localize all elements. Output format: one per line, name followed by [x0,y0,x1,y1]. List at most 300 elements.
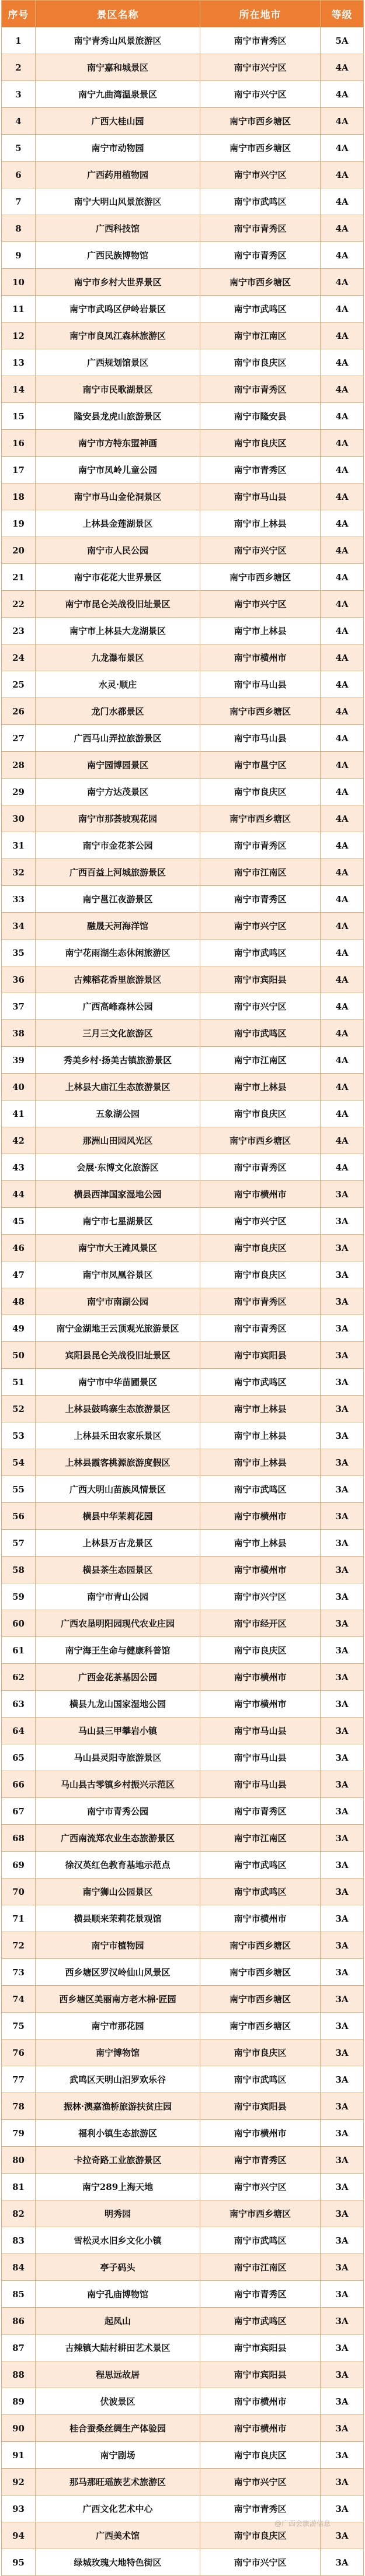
grade-badge: 5A [321,27,364,54]
grade-badge: 3A [321,2013,364,2039]
table-row [2,832,364,859]
scenic-area-name: 明秀园 [36,2200,200,2227]
table-row [2,349,364,376]
city-district: 南宁市兴宁区 [200,913,321,940]
row-index: 95 [2,2549,36,2576]
grade-badge: 4A [321,993,364,1020]
table-row [2,1905,364,1932]
table-header-row [2,1,364,27]
row-index: 37 [2,993,36,1020]
grade-badge: 4A [321,430,364,457]
city-district: 南宁市青秀区 [200,27,321,54]
grade-badge: 4A [321,108,364,135]
scenic-area-name: 南宁市凤岭儿童公园 [36,457,200,483]
row-index: 27 [2,725,36,752]
city-district: 南宁市青秀区 [200,1288,321,1315]
header-location: 所在地市 [200,1,321,27]
row-index: 30 [2,805,36,832]
city-district: 南宁市横州市 [200,1181,321,1208]
table-row [2,54,364,81]
table-row [2,966,364,993]
row-index: 24 [2,644,36,671]
city-district: 南宁市隆安县 [200,403,321,430]
scenic-area-name: 五象湖公园 [36,1101,200,1127]
table-row [2,1208,364,1235]
scenic-area-name: 广西金花茶基因公园 [36,1664,200,1691]
table-row [2,1852,364,1878]
table-row [2,2442,364,2469]
table-row [2,135,364,162]
scenic-area-name: 广西百益上河城旅游景区 [36,859,200,886]
table-row [2,510,364,537]
grade-badge: 4A [321,940,364,966]
scenic-area-name: 南宁市中华苗圃景区 [36,1369,200,1396]
city-district: 南宁市横州市 [200,1905,321,1932]
grade-badge: 3A [321,2200,364,2227]
city-district: 南宁市青秀区 [200,1798,321,1825]
table-row [2,215,364,242]
city-district: 南宁市上林县 [200,618,321,644]
scenic-area-name: 广西文化艺术中心 [36,2496,200,2522]
grade-badge: 3A [321,1261,364,1288]
city-district: 南宁市兴宁区 [200,54,321,81]
row-index: 62 [2,1664,36,1691]
grade-badge: 3A [321,1637,364,1664]
table-row [2,1878,364,1905]
table-row [2,1315,364,1342]
city-district: 南宁市宾阳县 [200,2361,321,2388]
row-index: 49 [2,1315,36,1342]
grade-badge: 4A [321,162,364,188]
row-index: 11 [2,296,36,323]
grade-badge: 4A [321,403,364,430]
scenic-area-name: 福利小镇生态旅游区 [36,2120,200,2147]
row-index: 31 [2,832,36,859]
row-index: 4 [2,108,36,135]
table-row [2,108,364,135]
row-index: 76 [2,2039,36,2066]
grade-badge: 3A [321,1315,364,1342]
city-district: 南宁市青秀区 [200,2147,321,2174]
scenic-area-name: 亭子码头 [36,2254,200,2281]
grade-badge: 3A [321,1718,364,1744]
grade-badge: 4A [321,510,364,537]
table-row [2,2388,364,2415]
table-row [2,2093,364,2120]
city-district: 南宁市兴宁区 [200,2469,321,2496]
grade-badge: 3A [321,1986,364,2013]
row-index: 60 [2,1610,36,1637]
grade-badge: 4A [321,81,364,108]
scenic-area-name: 那马那旺瑶族艺术旅游区 [36,2469,200,2496]
scenic-area-name: 程思远故居 [36,2361,200,2388]
row-index: 92 [2,2469,36,2496]
scenic-area-name: 南宁邕江夜游景区 [36,886,200,913]
row-index: 41 [2,1101,36,1127]
grade-badge: 3A [321,1422,364,1449]
row-index: 44 [2,1181,36,1208]
city-district: 南宁市经开区 [200,1610,321,1637]
grade-badge: 3A [321,1932,364,1959]
table-row [2,993,364,1020]
city-district: 南宁市青秀区 [200,2281,321,2308]
city-district: 南宁市良庆区 [200,779,321,805]
grade-badge: 3A [321,1208,364,1235]
table-row [2,752,364,779]
table-row [2,1583,364,1610]
table-row [2,1503,364,1530]
scenic-area-name: 上林县万古龙景区 [36,1530,200,1557]
table-row [2,1771,364,1798]
grade-badge: 3A [321,2335,364,2361]
grade-badge: 4A [321,188,364,215]
grade-badge: 4A [321,859,364,886]
table-row [2,2039,364,2066]
row-index: 38 [2,1020,36,1047]
city-district: 南宁市青秀区 [200,242,321,269]
grade-badge: 4A [321,1101,364,1127]
city-district: 南宁市西乡塘区 [200,135,321,162]
scenic-area-name: 上林县禾田农家乐景区 [36,1422,200,1449]
row-index: 52 [2,1396,36,1422]
row-index: 59 [2,1583,36,1610]
city-district: 南宁市横州市 [200,1503,321,1530]
row-index: 26 [2,698,36,725]
row-index: 40 [2,1074,36,1101]
city-district: 南宁市江南区 [200,859,321,886]
city-district: 南宁市西乡塘区 [200,1932,321,1959]
grade-badge: 3A [321,2415,364,2442]
scenic-area-name: 南宁市那花园 [36,2013,200,2039]
row-index: 63 [2,1691,36,1718]
table-row [2,1530,364,1557]
city-district: 南宁市武鸣区 [200,940,321,966]
grade-badge: 4A [321,135,364,162]
header-index: 序号 [2,1,36,27]
row-index: 69 [2,1852,36,1878]
scenic-area-table [1,0,364,2576]
row-index: 28 [2,752,36,779]
row-index: 3 [2,81,36,108]
table-row [2,1959,364,1986]
city-district: 南宁市青秀区 [200,2496,321,2522]
table-row [2,2496,364,2522]
scenic-area-name: 融晟天河海洋馆 [36,913,200,940]
row-index: 43 [2,1154,36,1181]
scenic-area-name: 南宁市动物园 [36,135,200,162]
grade-badge: 4A [321,242,364,269]
city-district: 南宁市马山县 [200,725,321,752]
row-index: 84 [2,2254,36,2281]
row-index: 56 [2,1503,36,1530]
grade-badge: 4A [321,54,364,81]
grade-badge: 4A [321,1154,364,1181]
grade-badge: 3A [321,1476,364,1503]
row-index: 65 [2,1744,36,1771]
city-district: 南宁市兴宁区 [200,1208,321,1235]
city-district: 南宁市武鸣区 [200,296,321,323]
city-district: 南宁市武鸣区 [200,1369,321,1396]
grade-badge: 3A [321,1369,364,1396]
grade-badge: 3A [321,1852,364,1878]
table-row [2,805,364,832]
city-district: 南宁市青秀区 [200,376,321,403]
row-index: 8 [2,215,36,242]
grade-badge: 4A [321,296,364,323]
table-row [2,1261,364,1288]
scenic-area-name: 南宁方达茂景区 [36,779,200,805]
scenic-area-name: 南宁博物馆 [36,2039,200,2066]
grade-badge: 3A [321,1771,364,1798]
grade-badge: 3A [321,1449,364,1476]
city-district: 南宁市良庆区 [200,1235,321,1261]
scenic-area-name: 武鸣区天明山汨罗欢乐谷 [36,2066,200,2093]
table-row [2,2549,364,2576]
city-district: 南宁市宾阳县 [200,966,321,993]
table-row [2,671,364,698]
grade-badge: 3A [321,2549,364,2576]
table-row [2,242,364,269]
table-row [2,1047,364,1074]
grade-badge: 4A [321,215,364,242]
table-row [2,1074,364,1101]
row-index: 35 [2,940,36,966]
table-row [2,2066,364,2093]
table-row [2,1476,364,1503]
city-district: 南宁市武鸣区 [200,2227,321,2254]
grade-badge: 3A [321,2496,364,2522]
scenic-area-name: 南宁青秀山风景旅游区 [36,27,200,54]
scenic-area-name: 南宁狮山公园景区 [36,1878,200,1905]
scenic-area-name: 马山县灵阳寺旅游景区 [36,1744,200,1771]
grade-badge: 3A [321,1905,364,1932]
city-district: 南宁市横州市 [200,2120,321,2147]
row-index: 46 [2,1235,36,1261]
city-district: 南宁市马山县 [200,483,321,510]
grade-badge: 3A [321,1878,364,1905]
grade-badge: 4A [321,966,364,993]
row-index: 70 [2,1878,36,1905]
city-district: 南宁市西乡塘区 [200,1959,321,1986]
table-row [2,483,364,510]
grade-badge: 4A [321,644,364,671]
grade-badge: 4A [321,349,364,376]
row-index: 77 [2,2066,36,2093]
scenic-area-name: 古辣稻花香里旅游景区 [36,966,200,993]
row-index: 88 [2,2361,36,2388]
row-index: 87 [2,2335,36,2361]
row-index: 57 [2,1530,36,1557]
table-row [2,940,364,966]
city-district: 南宁市武鸣区 [200,2066,321,2093]
city-district: 南宁市西乡塘区 [200,698,321,725]
row-index: 94 [2,2522,36,2549]
table-row [2,1664,364,1691]
table-row [2,2415,364,2442]
city-district: 南宁市横州市 [200,2388,321,2415]
table-row [2,537,364,564]
table-row [2,1718,364,1744]
scenic-area-name: 南宁九曲湾温泉景区 [36,81,200,108]
scenic-area-name: 马山县古零镇乡村振兴示范区 [36,1771,200,1798]
scenic-area-name: 南宁市昆仑关战役旧址景区 [36,591,200,618]
table-row [2,913,364,940]
table-row [2,1154,364,1181]
row-index: 39 [2,1047,36,1074]
row-index: 19 [2,510,36,537]
city-district: 南宁市上林县 [200,1449,321,1476]
grade-badge: 3A [321,2066,364,2093]
city-district: 南宁市西乡塘区 [200,564,321,591]
city-district: 南宁市马山县 [200,1744,321,1771]
table-row [2,2174,364,2200]
grade-badge: 3A [321,1744,364,1771]
city-district: 南宁市西乡塘区 [200,805,321,832]
scenic-area-name: 横县中华茉莉花园 [36,1503,200,1530]
row-index: 67 [2,1798,36,1825]
scenic-area-name: 南宁市花花大世界景区 [36,564,200,591]
city-district: 南宁市江南区 [200,1825,321,1852]
row-index: 29 [2,779,36,805]
row-index: 53 [2,1422,36,1449]
grade-badge: 3A [321,1610,364,1637]
grade-badge: 4A [321,323,364,349]
scenic-area-name: 雪松灵水旧乡文化小镇 [36,2227,200,2254]
city-district: 南宁市上林县 [200,1074,321,1101]
table-row [2,591,364,618]
city-district: 南宁市武鸣区 [200,2308,321,2335]
grade-badge: 4A [321,913,364,940]
grade-badge: 3A [321,1664,364,1691]
table-row [2,269,364,296]
grade-badge: 3A [321,2039,364,2066]
row-index: 20 [2,537,36,564]
grade-badge: 4A [321,1020,364,1047]
scenic-area-name: 南宁市植物园 [36,1932,200,1959]
row-index: 71 [2,1905,36,1932]
grade-badge: 3A [321,1342,364,1369]
scenic-area-name: 隆安县龙虎山旅游景区 [36,403,200,430]
scenic-area-name: 南宁市方特东盟神画 [36,430,200,457]
city-district: 南宁市武鸣区 [200,1020,321,1047]
scenic-area-name: 上林县鼓鸣寨生态旅游景区 [36,1396,200,1422]
table-row [2,2200,364,2227]
scenic-area-name: 南宁花雨湖生态休闲旅游区 [36,940,200,966]
grade-badge: 4A [321,805,364,832]
city-district: 南宁市兴宁区 [200,993,321,1020]
grade-badge: 3A [321,1583,364,1610]
grade-badge: 3A [321,1181,364,1208]
table-row [2,644,364,671]
city-district: 南宁市邕宁区 [200,752,321,779]
grade-badge: 3A [321,1235,364,1261]
grade-badge: 3A [321,2120,364,2147]
city-district: 南宁市青秀区 [200,1315,321,1342]
grade-badge: 4A [321,779,364,805]
table-row [2,27,364,54]
scenic-area-name: 广西科技馆 [36,215,200,242]
city-district: 南宁市宾阳县 [200,2335,321,2361]
city-district: 南宁市江南区 [200,1047,321,1074]
scenic-area-name: 南宁市人民公园 [36,537,200,564]
city-district: 南宁市西乡塘区 [200,269,321,296]
scenic-area-name: 横县西津国家湿地公园 [36,1181,200,1208]
table-row [2,1369,364,1396]
scenic-area-name: 会展·东博文化旅游区 [36,1154,200,1181]
row-index: 73 [2,1959,36,1986]
city-district: 南宁市良庆区 [200,2039,321,2066]
table-row [2,1422,364,1449]
scenic-area-name: 南宁市南湖公园 [36,1288,200,1315]
scenic-area-name: 横县九龙山国家湿地公园 [36,1691,200,1718]
row-index: 85 [2,2281,36,2308]
table-row [2,1342,364,1369]
grade-badge: 3A [321,2469,364,2496]
scenic-area-name: 广西规划馆景区 [36,349,200,376]
scenic-area-name: 南宁剧场 [36,2442,200,2469]
grade-badge: 3A [321,1798,364,1825]
row-index: 80 [2,2147,36,2174]
scenic-area-name: 上林县霞客桃源旅游度假区 [36,1449,200,1476]
table-row [2,1637,364,1664]
city-district: 南宁市西乡塘区 [200,2200,321,2227]
scenic-area-name: 九龙瀑布景区 [36,644,200,671]
city-district: 南宁市西乡塘区 [200,1986,321,2013]
city-district: 南宁市兴宁区 [200,537,321,564]
scenic-area-name: 横县茶生态园景区 [36,1557,200,1583]
scenic-area-name: 南宁市七星湖景区 [36,1208,200,1235]
scenic-area-name: 南宁289上海天地 [36,2174,200,2200]
city-district: 南宁市良庆区 [200,349,321,376]
table-row [2,698,364,725]
city-district: 南宁市青秀区 [200,457,321,483]
table-row [2,457,364,483]
table-row [2,2227,364,2254]
row-index: 6 [2,162,36,188]
row-index: 66 [2,1771,36,1798]
row-index: 14 [2,376,36,403]
scenic-area-name: 徐汉英红色教育基地示范点 [36,1852,200,1878]
table-row [2,2308,364,2335]
grade-badge: 4A [321,698,364,725]
table-body [2,27,364,2576]
row-index: 42 [2,1127,36,1154]
city-district: 南宁市横州市 [200,644,321,671]
city-district: 南宁市良庆区 [200,1101,321,1127]
scenic-area-name: 广西农垦明阳园现代农业庄园 [36,1610,200,1637]
grade-badge: 3A [321,2522,364,2549]
grade-badge: 3A [321,2174,364,2200]
table-row [2,886,364,913]
table-row [2,1744,364,1771]
city-district: 南宁市横州市 [200,1691,321,1718]
row-index: 54 [2,1449,36,1476]
grade-badge: 3A [321,1396,364,1422]
city-district: 南宁市武鸣区 [200,1476,321,1503]
row-index: 34 [2,913,36,940]
grade-badge: 3A [321,2227,364,2254]
scenic-area-name: 南宁大明山风景旅游区 [36,188,200,215]
row-index: 74 [2,1986,36,2013]
table-row [2,1557,364,1583]
city-district: 南宁市西乡塘区 [200,2013,321,2039]
table-row [2,1181,364,1208]
grade-badge: 3A [321,1691,364,1718]
row-index: 10 [2,269,36,296]
scenic-area-name: 宾阳县昆仑关战役旧址景区 [36,1342,200,1369]
row-index: 36 [2,966,36,993]
scenic-area-name: 南宁市凤凰谷景区 [36,1261,200,1288]
